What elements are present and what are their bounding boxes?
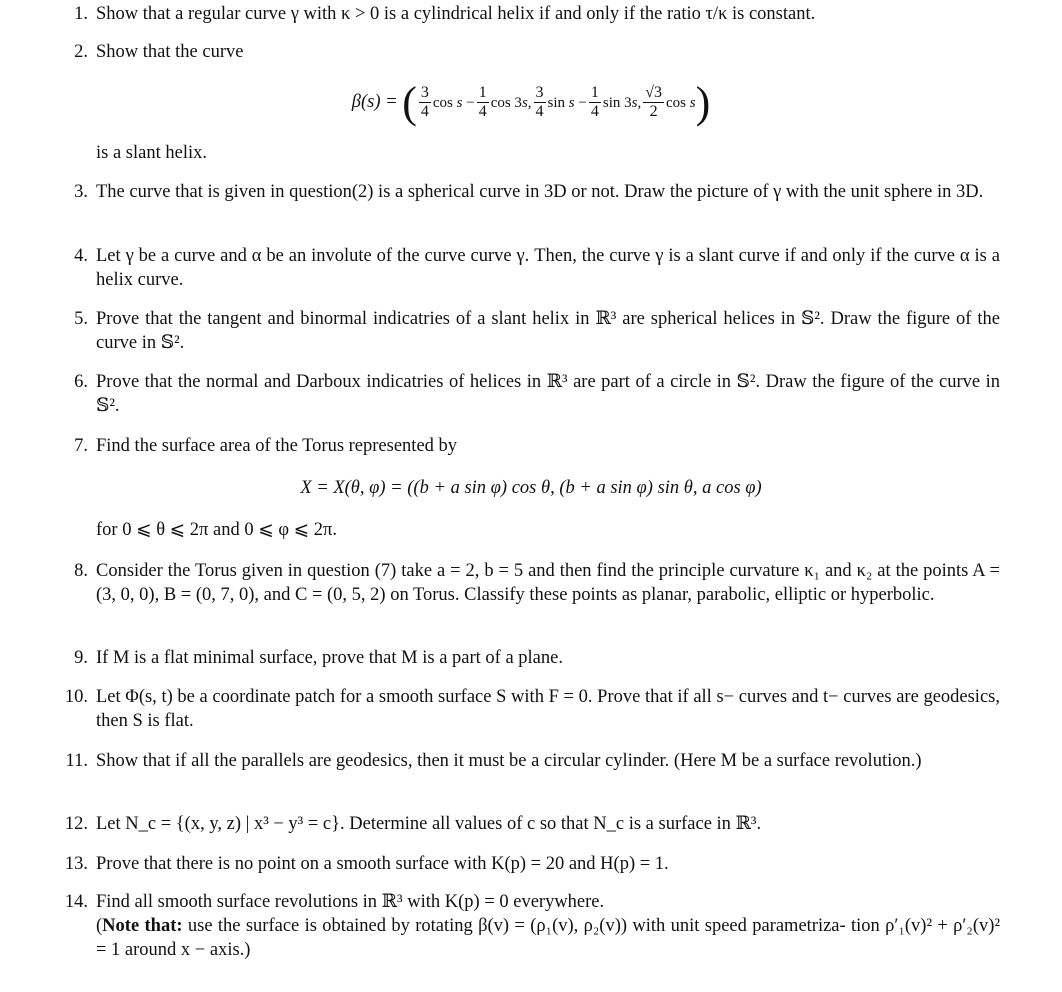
question-text: If M is a flat minimal surface, prove that M is a part of a plane.: [96, 648, 563, 668]
question-1: [74, 2, 1000, 26]
question-text: Show that if all the parallels are geodesics, then it must be a circular cylinder. (Here M be a surface revolution.): [96, 751, 922, 771]
question-7: [74, 434, 1000, 458]
question-14: 14. Find all smooth surface revolutions in ℝ³ with K(p) = 0 everywhere. (Note that: use the surface is obtained by rotating β(v) = (ρ₁(v), ρ₂(v)) with unit speed parametriza- tion ρ′₁(v)² + ρ′₂(v)² = 1 around x − axis.): [96, 890, 1000, 962]
question-number: 12.: [64, 814, 88, 834]
question-number: 3.: [74, 182, 88, 202]
question-number: 13.: [64, 854, 88, 874]
question-6: [74, 370, 1000, 418]
question-number: 2.: [74, 42, 88, 62]
question-2: [74, 40, 1000, 64]
question-text: Prove that there is no point on a smooth surface with K(p) = 20 and H(p) = 1.: [96, 854, 669, 874]
equation-beta: β(s) = ( $\frac{3}{4}$ cos s − $\frac{1}{4}$ cos 3s, $\frac{3}{4}$ sin s − $\frac{1}{4}$ sin 3s, $\frac{√3}{2}$ cos s): [351, 77, 711, 127]
question-11: [65, 749, 1000, 773]
after-equation-text: for 0 ⩽ θ ⩽ 2π and 0 ⩽ φ ⩽ 2π.: [96, 520, 338, 540]
after-equation-text: is a slant helix.: [96, 143, 207, 163]
question-number: 9.: [74, 648, 88, 668]
question-text: Let γ be a curve and α be an involute of the curve curve γ. Then, the curve γ is a slant curve if and only if the curve α is a helix curve.: [96, 246, 1000, 290]
question-number: 14.: [64, 892, 88, 912]
question-12: [64, 812, 1000, 836]
question-text: Prove that the normal and Darboux indicatries of helices in ℝ³ are part of a circle in 𝕊². Draw the figure of the curve in 𝕊².: [96, 372, 1000, 416]
note-label: Note that:: [102, 916, 183, 936]
question-8: [74, 559, 1000, 607]
question-number: 1.: [74, 4, 88, 24]
question-text: Show that a regular curve γ with κ > 0 is a cylindrical helix if and only if the ratio τ/κ is constant.: [96, 4, 816, 24]
fraction: $\frac{√3}{2}$: [645, 84, 662, 121]
question-9: [74, 646, 1000, 670]
question-text: Consider the Torus given in question (7) take a = 2, b = 5 and then find the principle curvature κ₁ and κ₂ at the points A = (3, 0, 0), B = (0, 7, 0), and C = (0, 5, 2) on Torus. Classify these points as planar, parabolic, elliptic or hyperbolic.: [96, 561, 1000, 605]
question-text: Prove that the tangent and binormal indicatries of a slant helix in ℝ³ are spherical helices in 𝕊². Draw the figure of the curve in 𝕊².: [96, 309, 1000, 353]
question-text: The curve that is given in question(2) is a spherical curve in 3D or not. Draw the picture of γ with the unit sphere in 3D.: [96, 182, 984, 202]
fraction: $\frac{1}{4}$: [590, 84, 599, 121]
question-text: Let N_c = {(x, y, z) | x³ − y³ = c}. Determine all values of c so that N_c is a surface in ℝ³.: [96, 814, 762, 834]
question-10: [64, 685, 1000, 733]
question-number: 5.: [74, 309, 88, 329]
question-number: 6.: [74, 372, 88, 392]
fraction: $\frac{3}{4}$: [535, 84, 544, 121]
equation-torus: X = X(θ, φ) = ((b + a sin φ) cos θ, (b + a sin φ) sin θ, a cos φ): [300, 478, 762, 498]
question-3: [74, 180, 1000, 204]
note-text: use the surface is obtained by rotating β(v) = (ρ₁(v), ρ₂(v)) with unit speed parametriza- tion ρ′₁(v)² + ρ′₂(v)² = 1 around x − axis.): [96, 916, 1000, 960]
question-number: 11.: [65, 751, 88, 771]
question-text: Let Φ(s, t) be a coordinate patch for a smooth surface S with F = 0. Prove that if all s− curves and t− curves are geodesics, then S is flat.: [96, 687, 1000, 731]
fraction: $\frac{1}{4}$: [478, 84, 487, 121]
question-13: [64, 852, 1000, 876]
question-number: 8.: [74, 561, 88, 581]
question-number: 10.: [64, 687, 88, 707]
question-text: Find the surface area of the Torus represented by: [96, 436, 458, 456]
question-text: Find all smooth surface revolutions in ℝ³ with K(p) = 0 everywhere.: [96, 892, 605, 912]
question-number: 4.: [74, 246, 88, 266]
question-4: [74, 244, 1000, 292]
question-text: Show that the curve: [96, 42, 244, 62]
question-5: [74, 307, 1000, 355]
question-number: 7.: [74, 436, 88, 456]
equation-lhs: β(s) =: [351, 92, 398, 112]
fraction: $\frac{3}{4}$: [420, 84, 429, 121]
